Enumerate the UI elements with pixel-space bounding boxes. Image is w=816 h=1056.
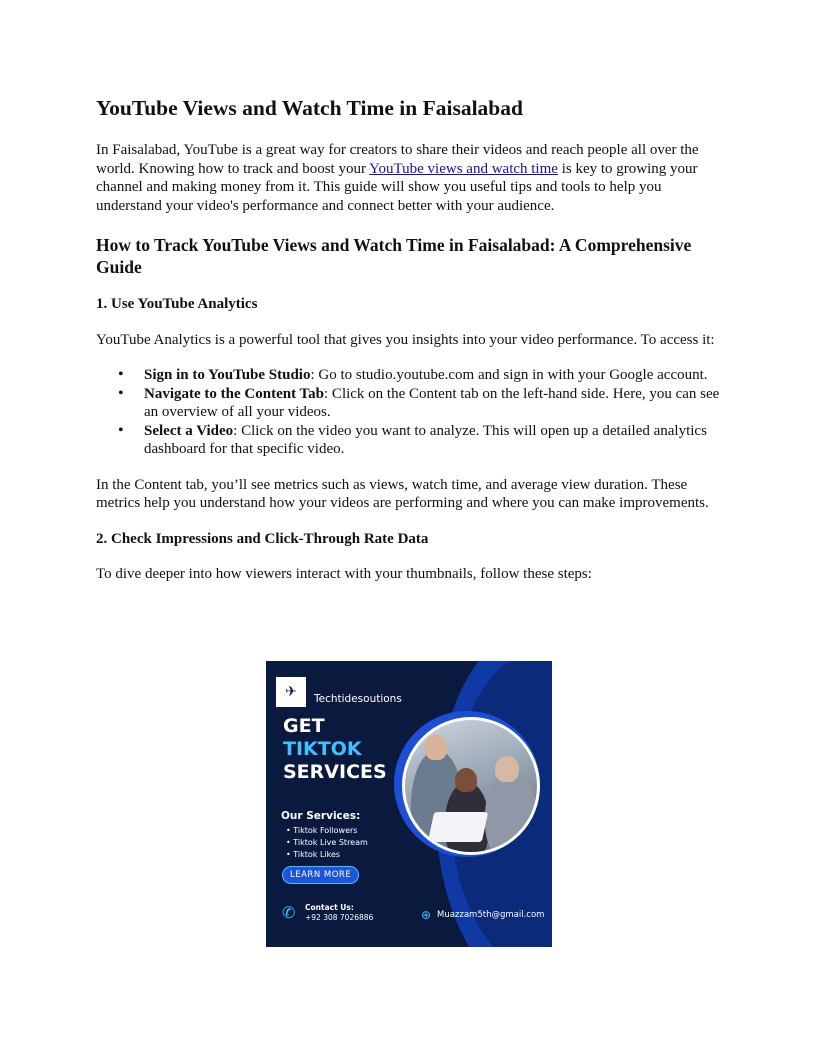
service-item: • Tiktok Likes	[286, 850, 341, 859]
step-text: : Go to studio.youtube.com and sign in with your Google account.	[310, 367, 708, 383]
steps-list	[96, 366, 722, 459]
person-figure	[485, 770, 537, 855]
list-item	[96, 422, 722, 459]
intro-paragraph	[96, 141, 722, 215]
phone-icon: ✆	[282, 903, 296, 922]
youtube-views-link[interactable]: YouTube views and watch time	[369, 160, 558, 177]
contact-phone: +92 308 7026886	[305, 913, 374, 922]
service-item: • Tiktok Live Stream	[286, 838, 368, 847]
promo-headline-line3: SERVICES	[283, 761, 387, 783]
contact-label: Contact Us:	[305, 903, 354, 912]
team-photo	[402, 717, 540, 855]
intro-text-after: is key to growing your channel and making money from it. This guide will show you useful tips and tools to help you understand your video's performance and connect better with your audience.	[96, 160, 698, 214]
bullet-icon: •	[118, 366, 124, 383]
guide-heading: How to Track YouTube Views and Watch Time in Faisalabad: A Comprehensive Guide	[96, 235, 692, 277]
person-head	[425, 734, 447, 760]
list-item	[96, 366, 722, 385]
step-bold: Select a Video	[144, 422, 234, 439]
step-text: : Click on the Content tab on the left-hand side. Here, you can see an overview of all your videos.	[144, 385, 720, 420]
promo-image	[266, 661, 552, 947]
document-page	[96, 94, 722, 584]
bullet-icon: •	[118, 421, 124, 439]
service-item: • Tiktok Followers	[286, 826, 358, 835]
contact-email: Muazzam5th@gmail.com	[437, 910, 545, 920]
bullet-icon: •	[118, 384, 124, 402]
promo-brand: Techtidesoutions	[314, 693, 402, 705]
person-head	[455, 768, 477, 792]
page-title: YouTube Views and Watch Time in Faisalabad	[96, 96, 523, 120]
section2-intro: To dive deeper into how viewers interact with your thumbnails, follow these steps:	[96, 566, 592, 582]
intro-text-before: In Faisalabad, YouTube is a great way for creators to share their videos and reach people all over the world. Knowing how to track and boost your	[96, 142, 699, 177]
learn-more-button: LEARN MORE	[282, 866, 359, 884]
section1-heading: 1. Use YouTube Analytics	[96, 296, 258, 312]
section1-intro: YouTube Analytics is a powerful tool that gives you insights into your video performance. To access it:	[96, 331, 715, 348]
section1-outro: In the Content tab, you’ll see metrics such as views, watch time, and average view duration. These metrics help you understand how your videos are performing and where you can make improvements.	[96, 476, 709, 511]
brand-logo-icon: ✈	[276, 677, 306, 707]
section2-heading: 2. Check Impressions and Click-Through Rate Data	[96, 530, 429, 547]
step-text: : Click on the video you want to analyze. This will open up a detailed analytics dashboard for that specific video.	[144, 422, 707, 457]
list-item	[96, 385, 722, 422]
step-bold: Sign in to YouTube Studio	[144, 367, 311, 383]
services-title: Our Services:	[281, 810, 361, 822]
laptop-icon	[428, 812, 488, 842]
promo-headline-line2: TIKTOK	[283, 738, 362, 760]
globe-icon: ⊕	[421, 908, 432, 922]
promo-headline	[283, 715, 387, 784]
step-bold: Navigate to the Content Tab	[144, 385, 325, 402]
person-head	[495, 756, 519, 782]
promo-headline-line1: GET	[283, 715, 325, 737]
